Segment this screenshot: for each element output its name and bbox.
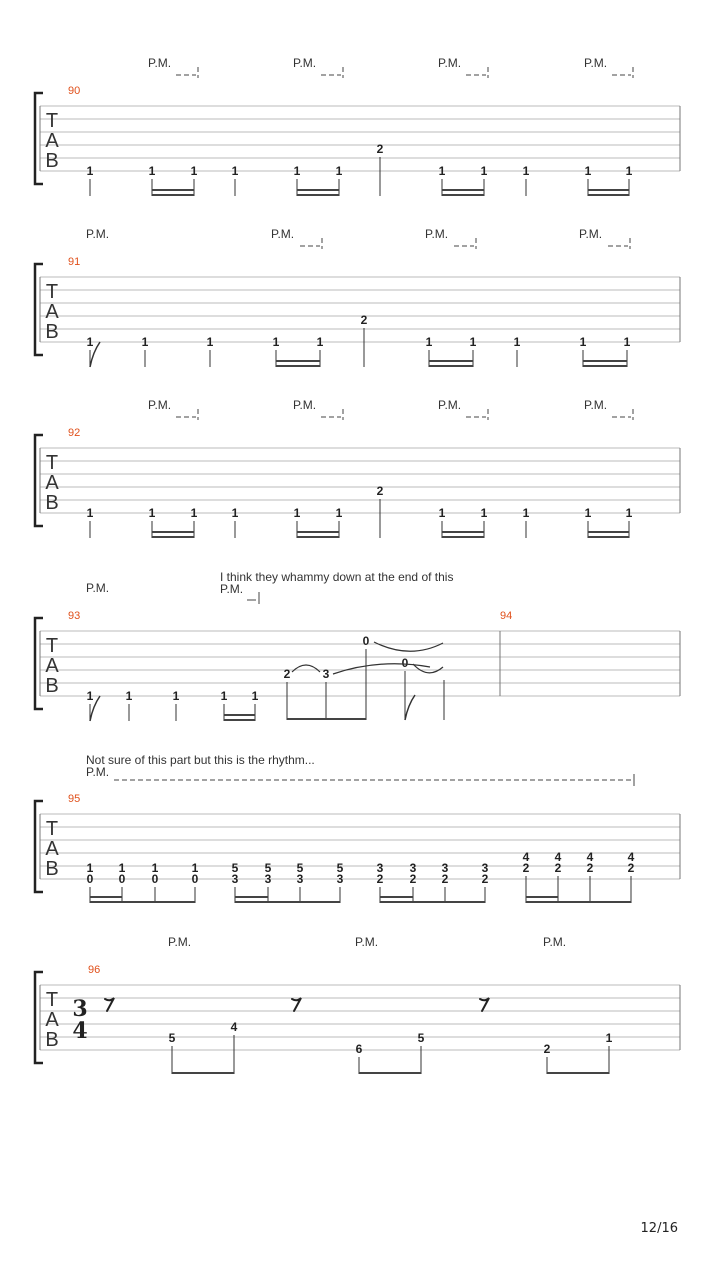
fret-number: 1 [151, 861, 159, 875]
measure-number: 91 [68, 256, 81, 268]
time-signature-bottom: 4 [72, 1018, 88, 1044]
system-95 [35, 753, 680, 903]
tab-clef-b: B [45, 492, 59, 514]
palm-mute: P.M. [148, 56, 172, 70]
fret-number: 3 [336, 872, 344, 886]
tab-clef-t: T [45, 281, 59, 303]
system-bracket [35, 264, 43, 355]
fret-number: 0 [118, 872, 126, 886]
fret-number: 0 [401, 656, 409, 670]
fret-number: 1 [625, 164, 633, 178]
fret-number: 1 [86, 506, 94, 520]
fret-number: 1 [425, 335, 433, 349]
staff-lines [40, 814, 680, 879]
eighth-rest-icon [480, 998, 489, 1011]
fret-number: 5 [296, 861, 304, 875]
fret-number: 1 [522, 506, 530, 520]
fret-number: 1 [190, 506, 198, 520]
fret-number: 2 [627, 861, 635, 875]
fret-number: 2 [554, 861, 562, 875]
fret-number: 1 [623, 335, 631, 349]
palm-mute-extenders [176, 67, 633, 78]
palm-mute: P.M. [220, 582, 244, 596]
fret-number: 1 [190, 164, 198, 178]
fret-number: 1 [172, 689, 180, 703]
fret-number: 0 [86, 872, 94, 886]
fret-number: 1 [86, 164, 94, 178]
fret-number: 1 [438, 164, 446, 178]
note-beams [90, 897, 631, 902]
fret-number: 1 [86, 861, 94, 875]
fret-number: 1 [231, 506, 239, 520]
note-stems [90, 649, 444, 721]
fret-number: 1 [272, 335, 280, 349]
fret-number: 1 [231, 164, 239, 178]
tab-clef-b: B [45, 150, 59, 172]
fret-number: 1 [522, 164, 530, 178]
fret-number: 5 [168, 1031, 176, 1045]
staff-lines [40, 106, 680, 171]
page-number: 12/16 [640, 1221, 678, 1236]
tab-clef-t: T [45, 110, 59, 132]
tab-clef-b: B [45, 1029, 59, 1051]
fret-number: 1 [584, 506, 592, 520]
fret-number: 4 [586, 850, 594, 864]
palm-mute-extender [247, 592, 259, 604]
tab-clef-b: B [45, 675, 59, 697]
system-91 [35, 227, 680, 367]
fret-number: 2 [543, 1042, 551, 1056]
system-90 [35, 56, 680, 196]
note-beams [276, 361, 627, 366]
palm-mute: P.M. [584, 56, 608, 70]
fret-number: 3 [322, 667, 330, 681]
measure-number: 95 [68, 793, 81, 805]
tab-clef-a: A [45, 1009, 59, 1031]
staff-lines [40, 448, 680, 513]
measure-number: 94 [500, 610, 513, 622]
system-bracket [35, 972, 43, 1063]
fret-number: 2 [586, 861, 594, 875]
fret-number: 2 [376, 484, 384, 498]
palm-mute: P.M. [271, 227, 295, 241]
fret-number: 2 [283, 667, 291, 681]
fret-number: 1 [141, 335, 149, 349]
fret-number: 1 [480, 164, 488, 178]
fret-number: 1 [220, 689, 228, 703]
fret-number: 1 [251, 689, 259, 703]
tab-clef-a: A [45, 301, 59, 323]
eighth-rest-icon [292, 998, 301, 1011]
staff-lines [40, 985, 680, 1050]
fret-number: 1 [293, 506, 301, 520]
palm-mute: P.M. [293, 398, 317, 412]
system-92 [35, 398, 680, 538]
fret-number: 1 [148, 164, 156, 178]
fret-number: 1 [513, 335, 521, 349]
tab-clef-a: A [45, 472, 59, 494]
fret-number: 1 [480, 506, 488, 520]
note-stems [90, 328, 627, 367]
fret-number: 1 [293, 164, 301, 178]
fret-number: 3 [481, 861, 489, 875]
fret-number: 2 [376, 872, 384, 886]
fret-number: 1 [625, 506, 633, 520]
tab-clef-a: A [45, 655, 59, 677]
fret-number: 0 [191, 872, 199, 886]
fret-number: 2 [360, 313, 368, 327]
fret-number: 3 [441, 861, 449, 875]
measure-number: 90 [68, 85, 81, 97]
fret-number: 1 [469, 335, 477, 349]
fret-number: 3 [409, 861, 417, 875]
fret-number: 1 [605, 1031, 613, 1045]
fret-number: 1 [335, 164, 343, 178]
fret-number: 1 [206, 335, 214, 349]
fret-number: 1 [86, 335, 94, 349]
tab-clef-a: A [45, 838, 59, 860]
system-93 [35, 570, 680, 721]
fret-number: 3 [231, 872, 239, 886]
fret-number: 4 [522, 850, 530, 864]
fret-number: 3 [296, 872, 304, 886]
eighth-rest-icon [105, 998, 114, 1011]
tab-clef-t: T [45, 452, 59, 474]
fret-number: 5 [336, 861, 344, 875]
fret-number: 1 [579, 335, 587, 349]
annotation-text: Not sure of this part but this is the rhythm... [86, 753, 315, 767]
system-bracket [35, 435, 43, 526]
tab-clef-a: A [45, 130, 59, 152]
palm-mute: P.M. [293, 56, 317, 70]
system-bracket [35, 618, 43, 709]
palm-mute: P.M. [438, 398, 462, 412]
note-stems [90, 876, 631, 903]
fret-number: 1 [125, 689, 133, 703]
system-bracket [35, 801, 43, 892]
fret-number: 0 [151, 872, 159, 886]
staff-lines [40, 631, 680, 696]
note-beams [224, 715, 366, 720]
fret-number: 1 [438, 506, 446, 520]
palm-mute: P.M. [425, 227, 449, 241]
fret-number: 2 [409, 872, 417, 886]
tab-clef-t: T [45, 635, 59, 657]
fret-number: 3 [264, 872, 272, 886]
staff-lines [40, 277, 680, 342]
fret-number: 4 [627, 850, 635, 864]
palm-mute-extenders [176, 409, 633, 420]
measure-number: 92 [68, 427, 81, 439]
fret-number: 2 [376, 142, 384, 156]
fret-number: 2 [522, 861, 530, 875]
palm-mute: P.M. [168, 935, 192, 949]
fret-number: 1 [118, 861, 126, 875]
palm-mute: P.M. [86, 227, 110, 241]
note-beams [152, 190, 629, 195]
palm-mute: P.M. [148, 398, 172, 412]
fret-number: 4 [230, 1020, 238, 1034]
system-bracket [35, 93, 43, 184]
fret-number: 1 [191, 861, 199, 875]
tab-clef-t: T [45, 989, 59, 1011]
measure-number: 93 [68, 610, 81, 622]
palm-mute: P.M. [86, 765, 110, 779]
fret-number: 1 [335, 506, 343, 520]
fret-number: 4 [554, 850, 562, 864]
fret-number: 6 [355, 1042, 363, 1056]
fret-number: 1 [316, 335, 324, 349]
fret-number: 1 [86, 689, 94, 703]
palm-mute: P.M. [438, 56, 462, 70]
palm-mute: P.M. [584, 398, 608, 412]
palm-mute: P.M. [86, 581, 110, 595]
palm-mute: P.M. [543, 935, 567, 949]
fret-number: 2 [481, 872, 489, 886]
palm-mute: P.M. [355, 935, 379, 949]
palm-mute: P.M. [579, 227, 603, 241]
tab-clef-t: T [45, 818, 59, 840]
fret-number: 1 [584, 164, 592, 178]
fret-number: 5 [417, 1031, 425, 1045]
measure-number: 96 [88, 964, 101, 976]
tab-clef-b: B [45, 321, 59, 343]
tab-clef-b: B [45, 858, 59, 880]
fret-number: 2 [441, 872, 449, 886]
time-signature-top: 3 [72, 996, 88, 1022]
note-beams [152, 532, 629, 537]
system-96 [35, 935, 680, 1074]
fret-number: 5 [231, 861, 239, 875]
fret-number: 5 [264, 861, 272, 875]
fret-number: 0 [362, 634, 370, 648]
fret-number: 3 [376, 861, 384, 875]
annotation-text: I think they whammy down at the end of this [220, 570, 454, 584]
fret-number: 1 [148, 506, 156, 520]
